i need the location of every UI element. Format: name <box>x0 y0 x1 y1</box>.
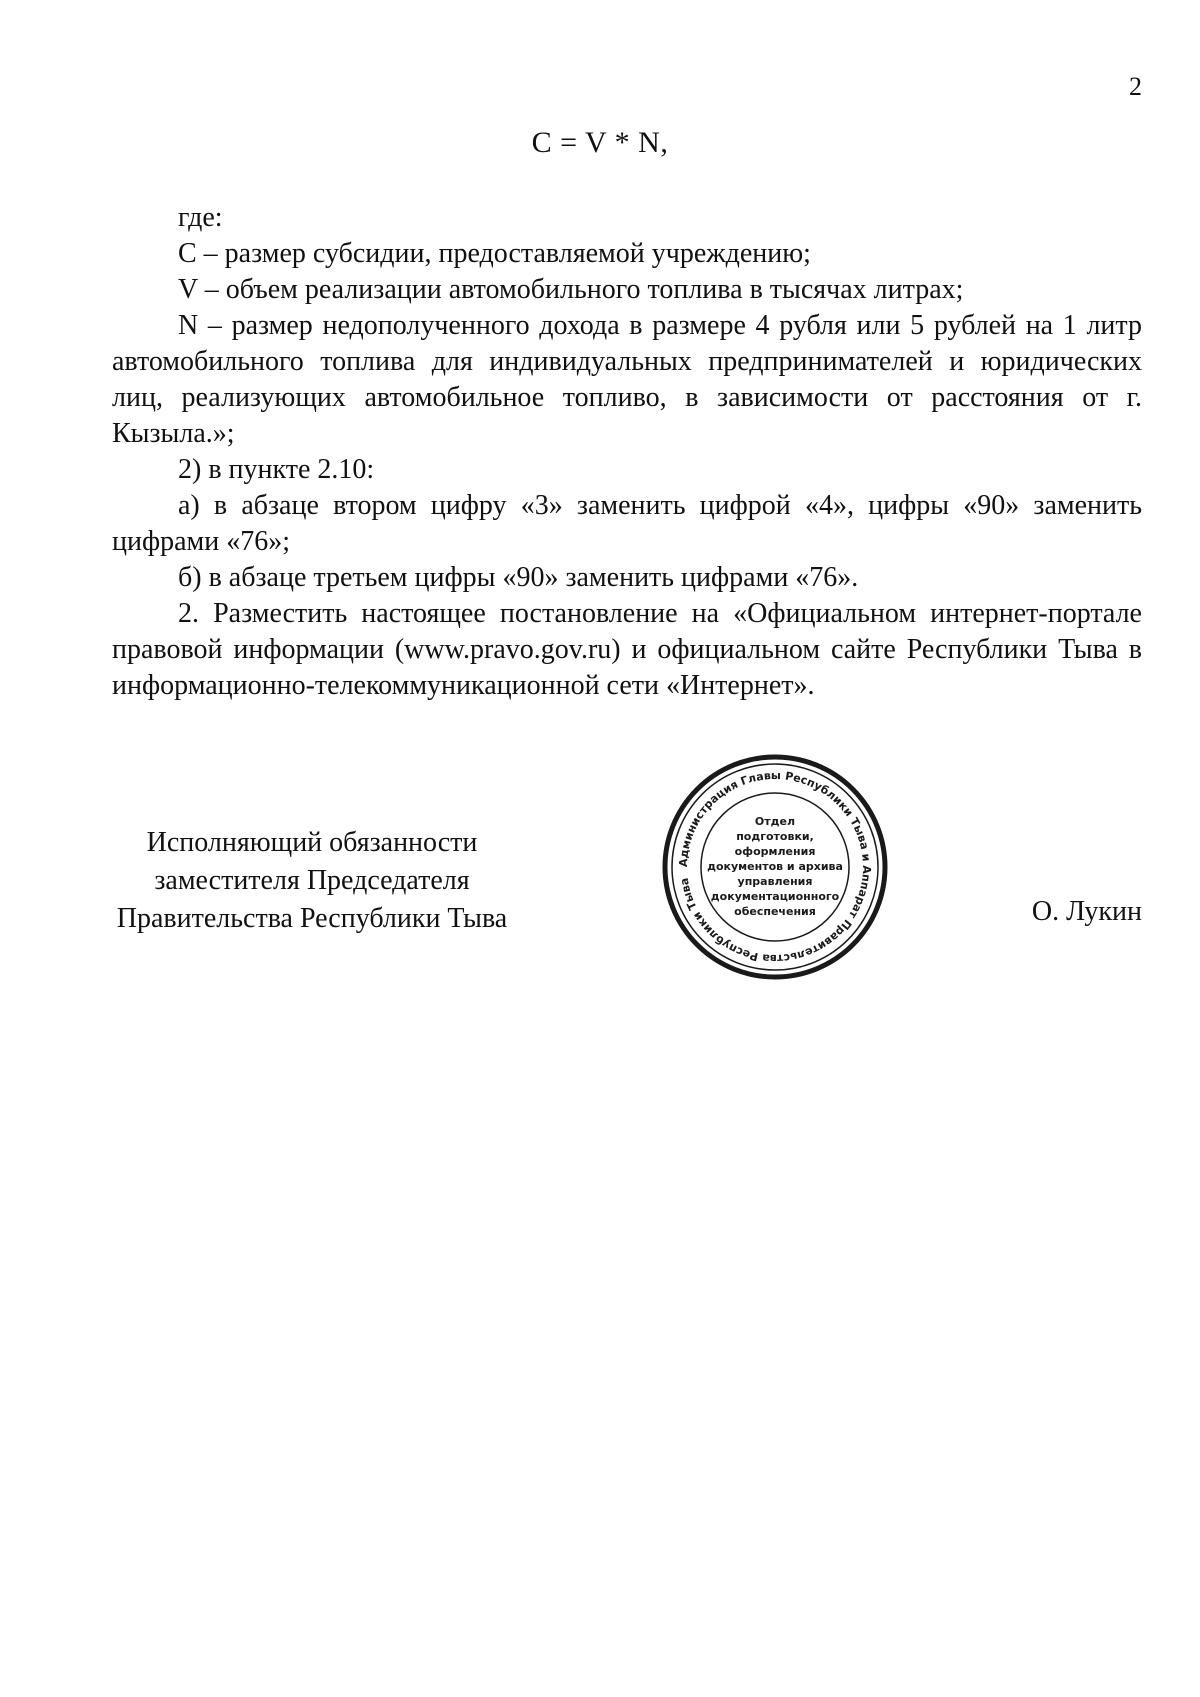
paragraph-item-2-10: 2) в пункте 2.10: <box>178 454 375 485</box>
signature-position <box>112 824 512 938</box>
paragraph-publication: 2. Разместить настоящее постановление на «Официальном интернет-портале правовой информации (www.pravo.gov.ru) и официальном сайте Республики Тыва в информационно-телекоммуникационной сети «Интернет». <box>112 598 1142 701</box>
official-stamp <box>660 752 890 982</box>
stamp-center-line-4: документов и архива <box>707 860 843 873</box>
paragraph-subitem-b: б) в абзаце третьем цифры «90» заменить цифрами «76». <box>178 562 859 593</box>
stamp-ring-text: Администрация Главы Республики Тыва и Аппарат Правительства Республики Тыва <box>676 768 874 966</box>
paragraph-where: где: <box>178 202 223 233</box>
stamp-center-line-6: документационного <box>710 890 840 903</box>
formula: C = V * N, <box>531 126 669 159</box>
position-line-1: Исполняющий обязанности <box>146 827 478 858</box>
document-body <box>112 200 1142 704</box>
stamp-center-line-5: управления <box>737 875 813 888</box>
position-line-3: Правительства Республики Тыва <box>116 903 508 934</box>
stamp-center-line-2: подготовки, <box>736 830 814 843</box>
paragraph-c-definition: С – размер субсидии, предоставляемой учреждению; <box>178 238 811 269</box>
stamp-center-line-7: обеспечения <box>734 905 816 918</box>
paragraph-n-definition: N – размер недополученного дохода в размере 4 рубля или 5 рублей на 1 литр автомобильного топлива для индивидуальных предпринимателей и юридических лиц, реализующих автомобильное топливо, в зависимости от расстояния от г. Кызыла.»; <box>112 310 1142 449</box>
stamp-center-line-3: оформления <box>734 845 816 858</box>
paragraph-subitem-a: а) в абзаце втором цифру «3» заменить цифрой «4», цифры «90» заменить цифрами «76»; <box>112 490 1142 557</box>
paragraph-v-definition: V – объем реализации автомобильного топлива в тысячах литрах; <box>178 274 964 305</box>
signer-name: О. Лукин <box>1031 896 1142 927</box>
page-number: 2 <box>1129 72 1142 101</box>
position-line-2: заместителя Председателя <box>154 865 470 896</box>
stamp-center-line-1: Отдел <box>754 815 796 828</box>
